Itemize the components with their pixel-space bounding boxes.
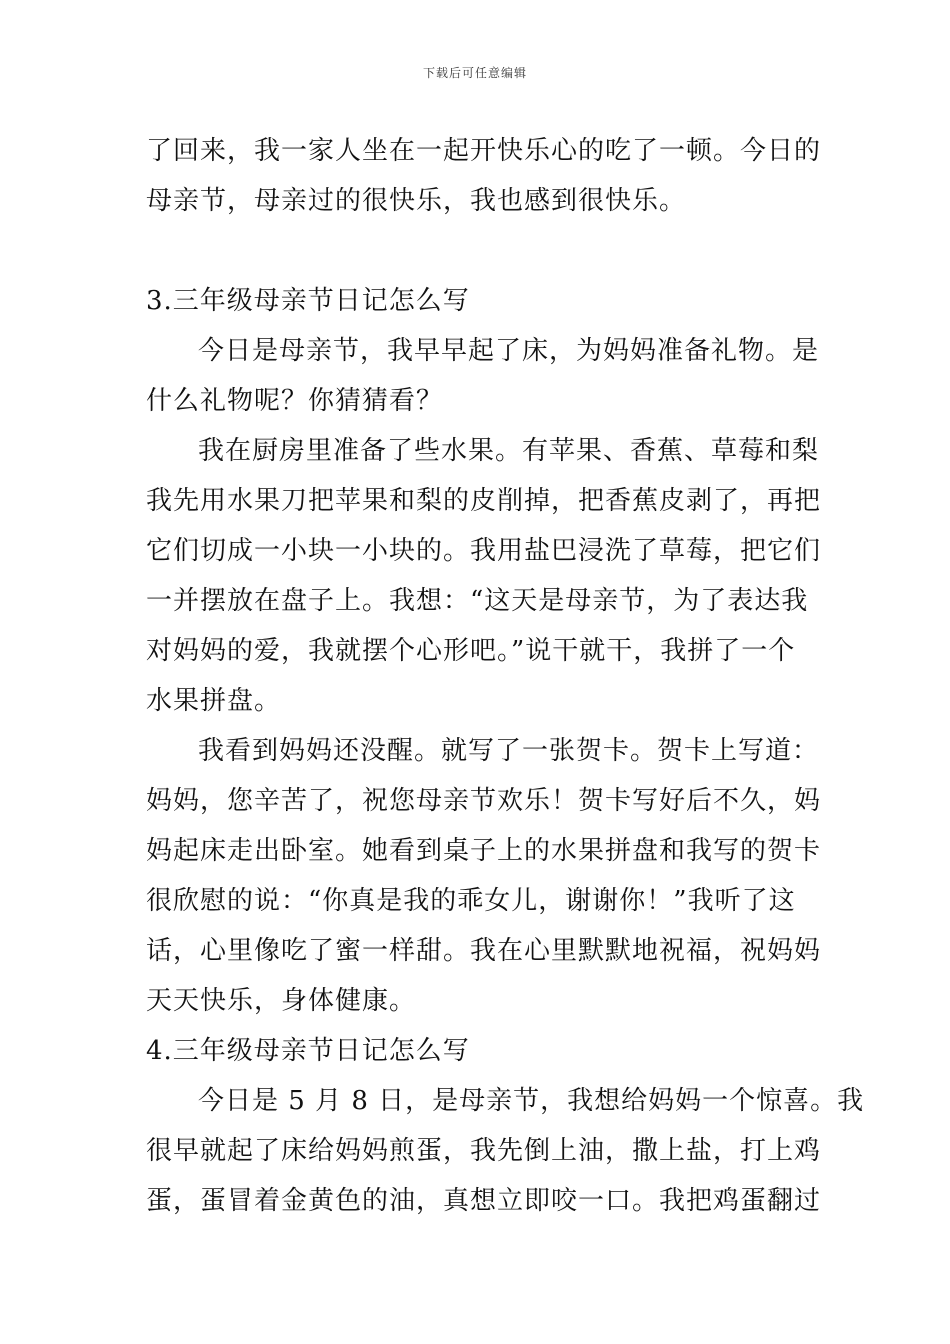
text-line: 天天快乐，身体健康。 xyxy=(146,986,417,1016)
text-line: 今日是母亲节，我早早起了床，为妈妈准备礼物。是 xyxy=(198,336,820,366)
text-line: 妈妈，您辛苦了，祝您母亲节欢乐！贺卡写好后不久，妈 xyxy=(146,786,822,816)
text-line: 母亲节，母亲过的很快乐，我也感到很快乐。 xyxy=(146,186,687,216)
text-line: 很早就起了床给妈妈煎蛋，我先倒上油，撒上盐，打上鸡 xyxy=(146,1136,822,1166)
text-line: 我先用水果刀把苹果和梨的皮削掉，把香蕉皮剥了，再把 xyxy=(146,486,822,516)
text-line: 话，心里像吃了蜜一样甜。我在心里默默地祝福，祝妈妈 xyxy=(146,936,822,966)
section-heading: 4.三年级母亲节日记怎么写 xyxy=(146,1036,470,1066)
text-line: 什么礼物呢？你猜猜看？ xyxy=(146,386,444,416)
text-line: 一并摆放在盘子上。我想：“这天是母亲节，为了表达我 xyxy=(146,586,809,616)
document-body xyxy=(146,126,865,1226)
text-line: 我看到妈妈还没醒。就写了一张贺卡。贺卡上写道： xyxy=(198,736,820,766)
header-note: 下载后可任意编辑 xyxy=(422,66,527,80)
section-heading: 3.三年级母亲节日记怎么写 xyxy=(146,286,470,316)
text-line: 了回来，我一家人坐在一起开快乐心的吃了一顿。今日的 xyxy=(146,136,822,166)
text-line: 很欣慰的说：“你真是我的乖女儿，谢谢你！”我听了这 xyxy=(146,886,796,916)
paragraph-gap xyxy=(146,226,810,276)
text-line: 水果拼盘。 xyxy=(146,686,282,716)
text-line: 今日是 5 月 8 日，是母亲节，我想给妈妈一个惊喜。我 xyxy=(198,1086,865,1116)
text-line: 我在厨房里准备了些水果。有苹果、香蕉、草莓和梨 xyxy=(198,436,820,466)
text-line: 蛋，蛋冒着金黄色的油，真想立即咬一口。我把鸡蛋翻过 xyxy=(146,1186,822,1216)
text-line: 对妈妈的爱，我就摆个心形吧。”说干就干，我拼了一个 xyxy=(146,636,796,666)
text-line: 它们切成一小块一小块的。我用盐巴浸洗了草莓，把它们 xyxy=(146,536,822,566)
text-line: 妈起床走出卧室。她看到桌子上的水果拼盘和我写的贺卡 xyxy=(146,836,822,866)
